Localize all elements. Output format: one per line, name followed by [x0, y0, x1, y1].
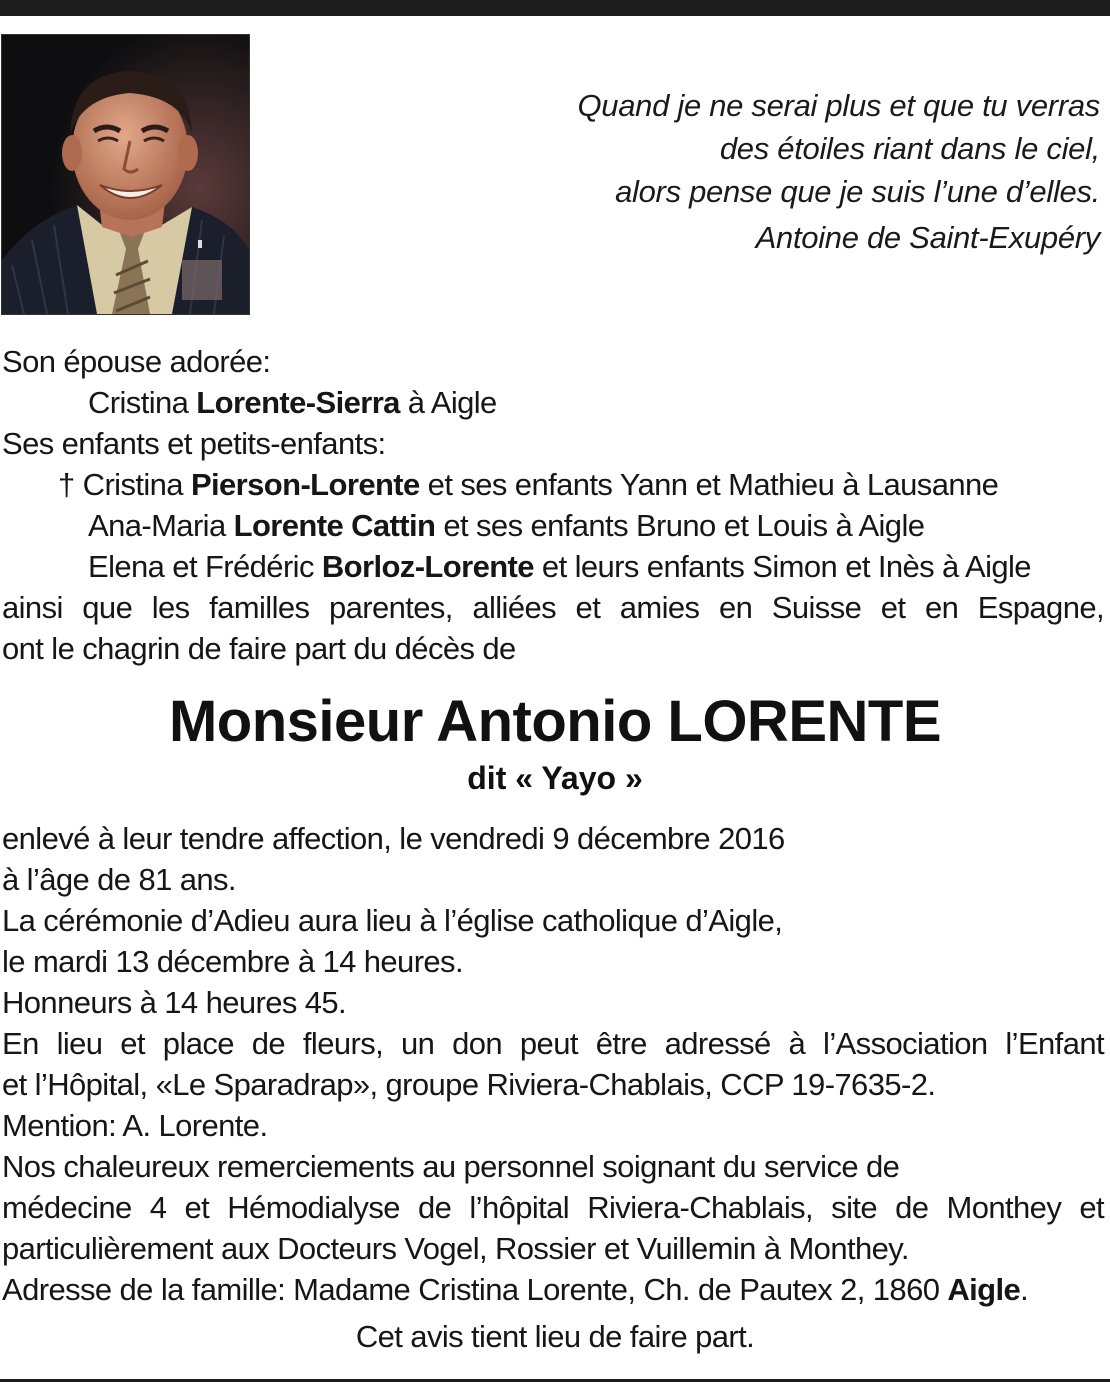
- address-city: Aigle: [947, 1272, 1021, 1307]
- detail-line: médecine 4 et Hémodialyse de l’hôpital Riviera-Chablais, site de Monthey et: [2, 1190, 1104, 1225]
- detail-line: et l’Hôpital, «Le Sparadrap», groupe Riviera-Chablais, CCP 19-7635-2.: [2, 1067, 936, 1102]
- child-last-name: Lorente Cattin: [233, 508, 436, 543]
- detail-line: enlevé à leur tendre affection, le vendredi 9 décembre 2016: [2, 821, 785, 856]
- child-details: et ses enfants Yann et Mathieu à Lausanne: [419, 467, 999, 502]
- children-heading: Ses enfants et petits-enfants:: [2, 426, 386, 461]
- spouse-last-name: Lorente-Sierra: [196, 385, 400, 420]
- quote-line: alors pense que je suis l’une d’elles.: [615, 174, 1100, 209]
- spouse-heading: Son épouse adorée:: [2, 344, 271, 379]
- detail-line: Nos chaleureux remerciements au personnel soignant du service de: [2, 1149, 900, 1184]
- details-section: [2, 818, 1104, 1310]
- spouse-location: à Aigle: [399, 385, 497, 420]
- deceased-name: Monsieur Antonio LORENTE: [168, 689, 942, 754]
- detail-line: particulièrement aux Docteurs Vogel, Rossier et Vuillemin à Monthey.: [2, 1231, 909, 1266]
- child-last-name: Pierson-Lorente: [190, 467, 420, 502]
- child-details: et ses enfants Bruno et Louis à Aigle: [435, 508, 925, 543]
- epigraph-quote: [400, 84, 1100, 259]
- quote-line: des étoiles riant dans le ciel,: [719, 131, 1100, 166]
- announcement-line: ont le chagrin de faire part du décès de: [2, 631, 516, 666]
- detail-line: Honneurs à 14 heures 45.: [2, 985, 347, 1020]
- spouse-entry: [2, 382, 1104, 423]
- child-first-name: † Cristina: [58, 467, 191, 502]
- deceased-nickname: dit « Yayo »: [467, 760, 643, 796]
- portrait-photo: [1, 34, 250, 315]
- child-first-name: Elena et Frédéric: [88, 549, 322, 584]
- detail-line: En lieu et place de fleurs, un don peut être adressé à l’Association l’Enfant: [2, 1026, 1104, 1061]
- child-entry: [2, 546, 1104, 587]
- detail-line: La cérémonie d’Adieu aura lieu à l’église catholique d’Aigle,: [2, 903, 783, 938]
- family-address: [2, 1269, 1104, 1310]
- child-entry: [2, 464, 1104, 505]
- deceased-block: [0, 686, 1110, 798]
- detail-line: à l’âge de 81 ans.: [2, 862, 236, 897]
- quote-line: Quand je ne serai plus et que tu verras: [577, 88, 1100, 123]
- detail-line: Mention: A. Lorente.: [2, 1108, 268, 1143]
- detail-line: le mardi 13 décembre à 14 heures.: [2, 944, 463, 979]
- child-entry: [2, 505, 1104, 546]
- bottom-rule: [0, 1379, 1110, 1382]
- portrait-illustration: [2, 35, 249, 314]
- address-text: Adresse de la famille: Madame Cristina Lorente, Ch. de Pautex 2, 1860: [2, 1272, 948, 1307]
- address-period: .: [1020, 1272, 1029, 1307]
- quote-author: Antoine de Saint-Exupéry: [755, 220, 1100, 255]
- family-section: [2, 341, 1104, 669]
- child-details: et leurs enfants Simon et Inès à Aigle: [533, 549, 1031, 584]
- relatives-line: ainsi que les familles parentes, alliées et amies en Suisse et en Espagne,: [2, 590, 1104, 625]
- child-last-name: Borloz-Lorente: [321, 549, 534, 584]
- child-first-name: Ana-Maria: [88, 508, 234, 543]
- spouse-first-name: Cristina: [88, 385, 197, 420]
- closing-note: Cet avis tient lieu de faire part.: [355, 1319, 755, 1354]
- top-rule: [0, 0, 1110, 16]
